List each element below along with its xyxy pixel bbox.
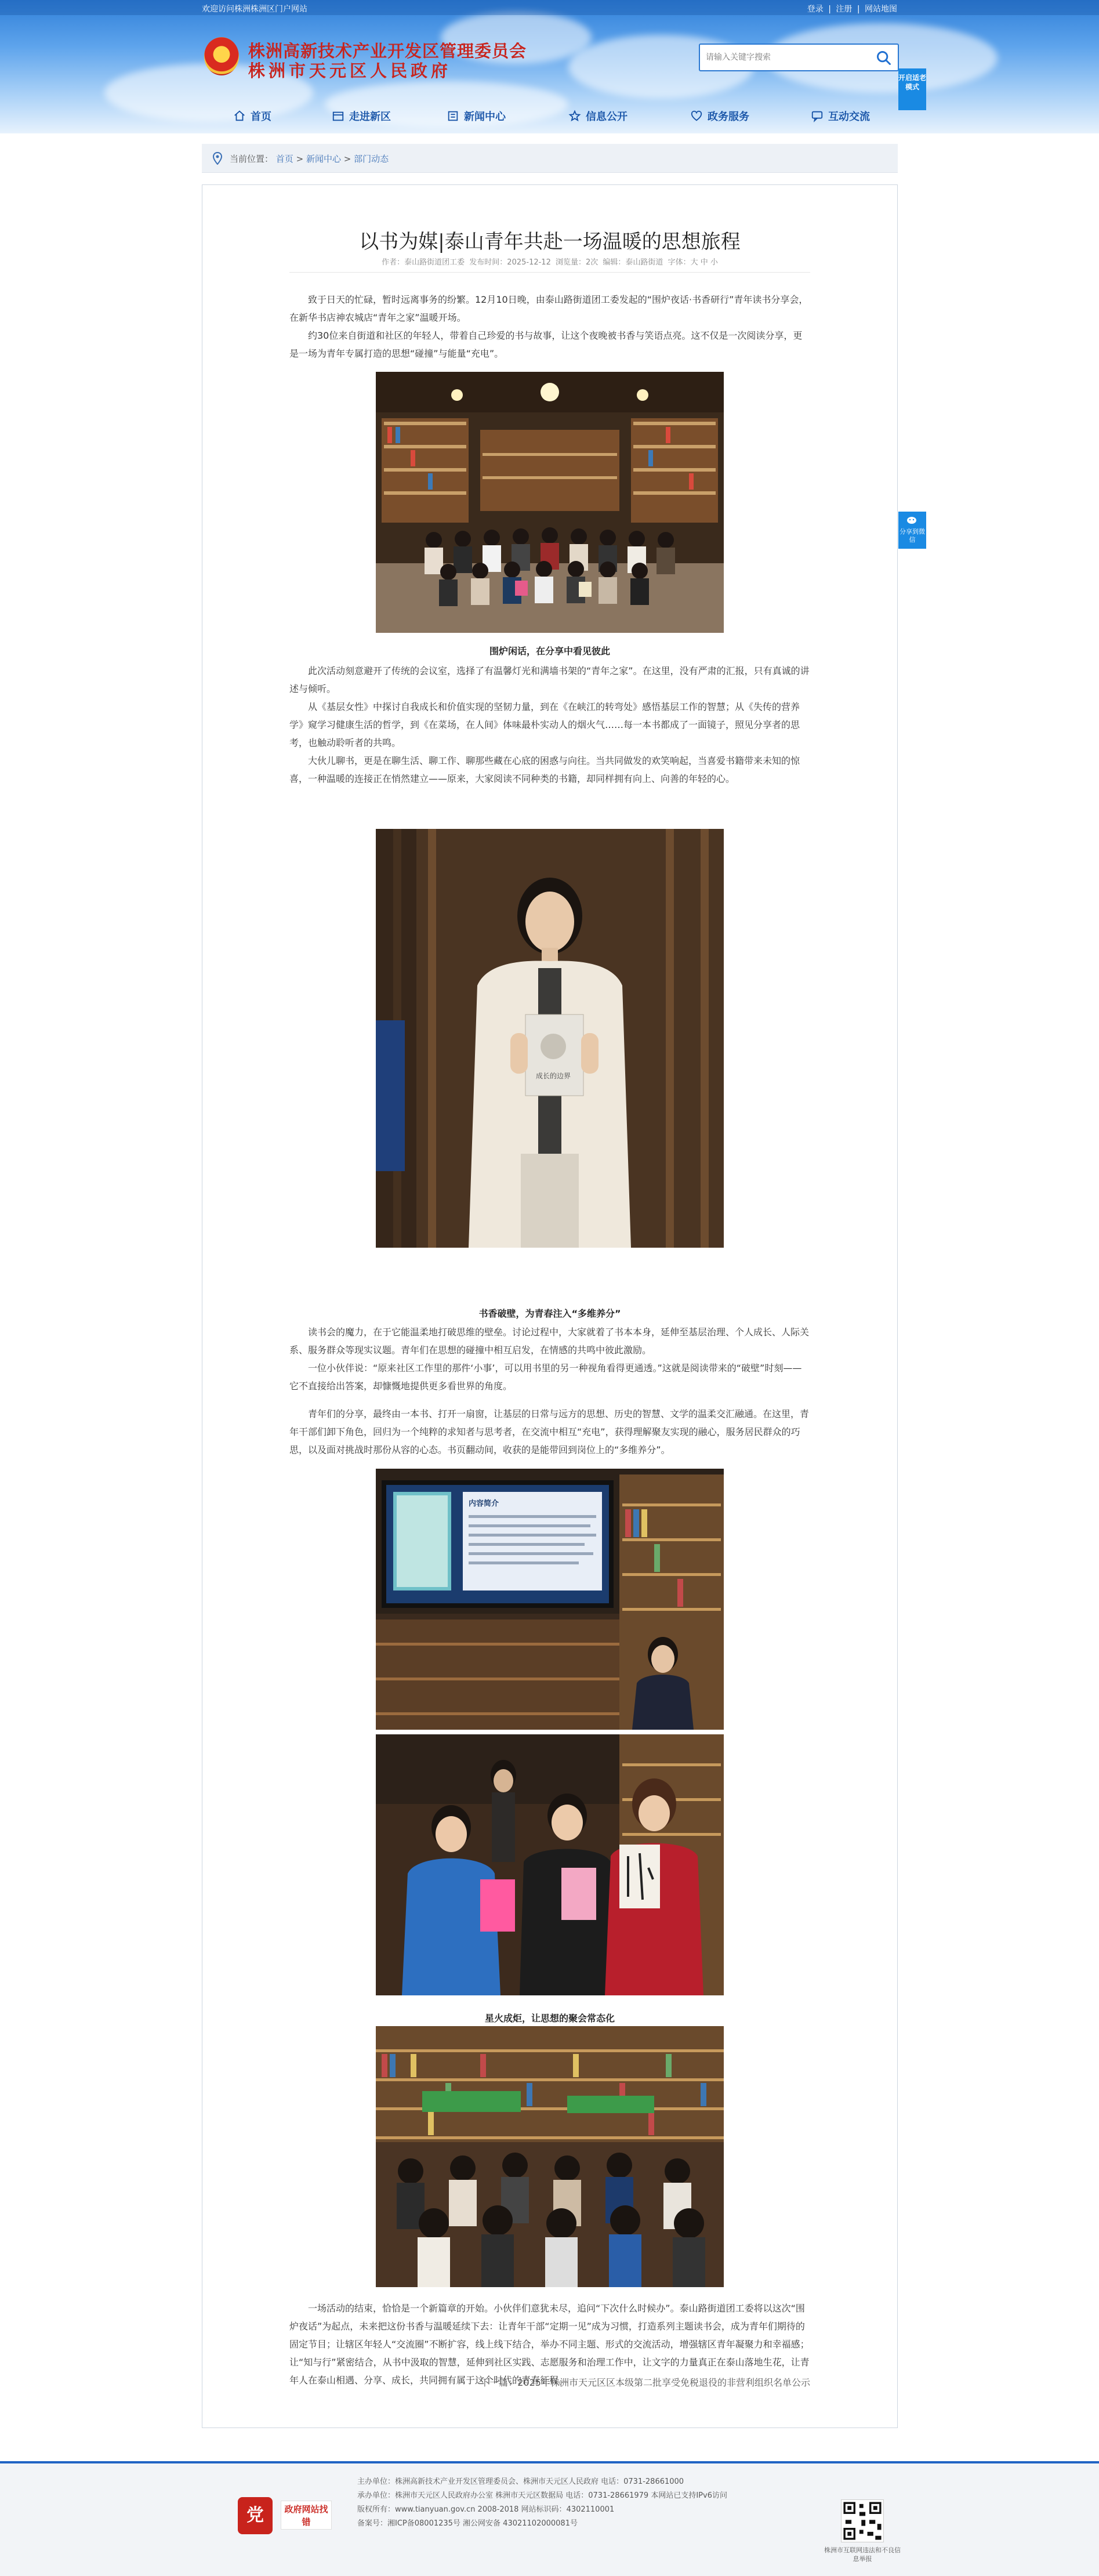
meta-views: 浏览量：2次	[556, 258, 599, 267]
article-photo-audience	[376, 2026, 724, 2287]
nav-item-services[interactable]	[690, 108, 749, 124]
article-paragraph: 一场活动的结束，恰恰是一个新篇章的开始。小伙伴们意犹未尽，追问“下次什么时候办”。泰山路街道团工委将以这次“围炉夜话”为起点，未来把这份书香与温暖延续下去：让青年干部“定期一见”成为习惯，打造系列主题读书会，成为青年们期待的固定节目；让辖区年轻人“交流圈”不断扩容，线上线下结合，举办不同主题、形式的交流活动，增强辖区青年凝聚力和幸福感；让“知与行”紧密结合，从书中汲取的智慧，延伸到社区实践、志愿服务和治理工作中，让文字的力量真正在泰山落地生花，让青年人在泰山相遇、分享、成长，共同拥有属于这个时代的青春征程。	[289, 2303, 810, 2386]
photo-caption: 星火成炬，让思想的聚会常态化	[484, 2013, 615, 2024]
article-paragraph: 一位小伙伴说：“原来社区工作里的那件‘小事’，可以用书里的另一种视角看得更通透。”这就是阅读带来的“破壁”时刻——它不直接给出答案，却慷慨地提供更多看世界的角度。	[289, 1363, 802, 1392]
photo-caption: 围炉闲话，在分享中看见彼此	[489, 646, 610, 657]
meta-editor: 编辑：泰山路街道	[603, 258, 663, 267]
link-separator: |	[828, 5, 831, 14]
article-meta	[202, 256, 897, 267]
gov-site-error-report-logo[interactable]: 政府网站找错	[281, 2501, 332, 2530]
breadcrumb-separator: >	[343, 154, 354, 164]
float-share-button[interactable]	[898, 512, 926, 549]
article-title: 以书为媒|泰山青年共赴一场温暖的思想旅程	[359, 230, 741, 253]
nav-label: 互动交流	[828, 111, 870, 123]
top-utility-bar	[0, 0, 1099, 15]
search-box	[699, 44, 899, 71]
search-input[interactable]	[706, 49, 862, 66]
qr-code-icon	[841, 2499, 884, 2542]
news-icon	[447, 110, 459, 122]
top-links	[805, 3, 897, 15]
photo-caption: 书香破壁，为青春注入“多维养分”	[478, 1308, 621, 1319]
footer-organizer: 承办单位：株洲市天元区人民政府办公室 株洲市天元区数据局 电话：0731-28661979 本网站已支持IPv6访问	[357, 2491, 727, 2500]
footer-icp[interactable]: 备案号：湘ICP备08001235号 湘公网安备 43021102000081号	[357, 2519, 578, 2528]
footer-sponsor: 主办单位：株洲高新技术产业开发区管理委员会、株洲市天元区人民政府 电话：0731-28661000	[357, 2477, 684, 2486]
breadcrumb-bar	[202, 144, 898, 173]
header-banner	[0, 0, 1099, 133]
breadcrumb-prefix: 当前位置：	[230, 154, 274, 164]
nav-item-interaction[interactable]	[811, 108, 870, 124]
nav-item-about[interactable]	[332, 108, 391, 124]
home-icon	[233, 110, 246, 122]
meta-date: 发布时间：2025-12-12	[469, 258, 551, 267]
article-photo-reader	[376, 829, 724, 1248]
article-paragraph: 此次活动刻意避开了传统的会议室，选择了有温馨灯光和满墙书架的“青年之家”。在这里，没有严肃的汇报，只有真诚的讲述与倾听。	[289, 665, 810, 694]
breadcrumb-separator: >	[296, 154, 306, 164]
care-mode-button[interactable]: 开启适老模式	[898, 68, 926, 110]
article-photo-presentation	[376, 1469, 724, 1730]
article-paragraph: 约30位来自街道和社区的年轻人，带着自己珍爱的书与故事，让这个夜晚被书香与笑语点亮。这不仅是一次阅读分享，更是一场为青年专属打造的思想“碰撞”与能量“充电”。	[289, 330, 803, 359]
breadcrumb-news[interactable]: 新闻中心	[306, 154, 341, 164]
breadcrumb-home[interactable]: 首页	[275, 154, 293, 164]
article-paragraph: 致于日天的忙碌，暂时远离事务的纷繁。12月10日晚，由泰山路街道团工委发起的“围炉夜话·书香研行”青年读书分享会，在新华书店神农城店“青年之家”温暖开场。	[289, 294, 808, 323]
float-share-label: 分享到微信	[899, 528, 925, 544]
meta-author: 作者：泰山路街道团工委	[382, 258, 465, 267]
wechat-icon	[906, 516, 918, 526]
next-article-link[interactable]: 下一篇：2025年株洲市天元区区本级第二批享受免税退役的非营利组织名单公示	[480, 2377, 810, 2388]
building-icon	[332, 110, 344, 122]
main-nav	[226, 108, 882, 124]
divider	[289, 272, 810, 273]
breadcrumb-department[interactable]: 部门动态	[354, 154, 389, 164]
chat-icon	[811, 110, 824, 122]
article-photo-trio	[376, 1734, 724, 1995]
font-size-switch[interactable]: 字体：大 中 小	[668, 258, 718, 267]
nav-label: 政务服务	[708, 111, 749, 123]
nav-label: 新闻中心	[464, 111, 506, 123]
link-separator: |	[857, 5, 860, 14]
slide-heading: 内容简介	[469, 1499, 499, 1508]
article-paragraph: 青年们的分享，最终由一本书、打开一扇窗，让基层的日常与远方的思想、历史的智慧、文学的温柔交汇融通。在这里，青年干部们卸下角色，回归为一个纯粹的求知者与思考者，在交流中相互“充电”，获得理解聚友实现的融心，服务居民群众的巧思，以及面对挑战时那份从容的心态。书页翻动间，收获的是能带回到岗位上的“多维养分”。	[289, 1408, 810, 1455]
article-paragraph: 大伙儿聊书，更是在聊生活、聊工作、聊那些藏在心底的困惑与向往。当共同做发的欢笑响起，当喜爱书籍带来未知的惊喜，一种温暖的连接正在悄然建立——原来，大家阅读不同种类的书籍，却同样拥有向上、向善的年轻的心。	[289, 755, 800, 784]
heart-icon	[690, 110, 703, 122]
site-footer	[0, 2463, 1099, 2576]
star-icon	[568, 110, 581, 122]
qr-caption: 株洲市互联网违法和不良信息举报	[824, 2546, 901, 2563]
nav-item-news[interactable]	[447, 108, 506, 124]
article-paragraph: 读书会的魔力，在于它能温柔地打破思维的壁垒。讨论过程中，大家就着了书本本身，延伸至基层治理、个人成长、人际关系、服务群众等现实议题。青年们在思想的碰撞中相互启发，在情感的共鸣中彼此激励。	[289, 1327, 810, 1356]
book-title: 成长的边界	[535, 1072, 571, 1080]
search-icon[interactable]	[876, 50, 892, 66]
breadcrumb	[230, 153, 389, 165]
login-link[interactable]: 登录	[807, 5, 824, 14]
nav-label: 信息公开	[586, 111, 628, 123]
article-container	[202, 184, 898, 2428]
party-emblem-logo[interactable]: 党	[238, 2497, 273, 2534]
nav-item-disclosure[interactable]	[568, 108, 628, 124]
footer-copyright: 版权所有：www.tianyuan.gov.cn 2008-2018 网站标识码：4302110001	[357, 2505, 615, 2514]
register-link[interactable]: 注册	[836, 5, 853, 14]
location-pin-icon	[212, 152, 223, 165]
site-title-secondary: 株洲市天元区人民政府	[248, 61, 452, 81]
article-photo-group	[376, 372, 724, 633]
sitemap-link[interactable]: 网站地图	[865, 5, 897, 14]
footer-info	[357, 2475, 798, 2531]
site-title-primary: 株洲高新技术产业开发区管理委员会	[248, 41, 527, 61]
nav-item-home[interactable]	[233, 108, 271, 124]
nav-label: 走进新区	[349, 111, 391, 123]
welcome-text: 欢迎访问株洲株洲区门户网站	[202, 5, 307, 14]
national-emblem-logo[interactable]	[204, 37, 239, 75]
article-paragraph: 从《基层女性》中探讨自我成长和价值实现的坚韧力量，到在《在峡江的转弯处》感悟基层工作的智慧；从《失传的营养学》窥学习健康生活的哲学，到《在菜场，在人间》体味最朴实动人的烟火气……每一本书都成了一面镜子，照见分享者的思考，也触动聆听者的共鸣。	[289, 701, 800, 748]
nav-label: 首页	[251, 111, 271, 123]
